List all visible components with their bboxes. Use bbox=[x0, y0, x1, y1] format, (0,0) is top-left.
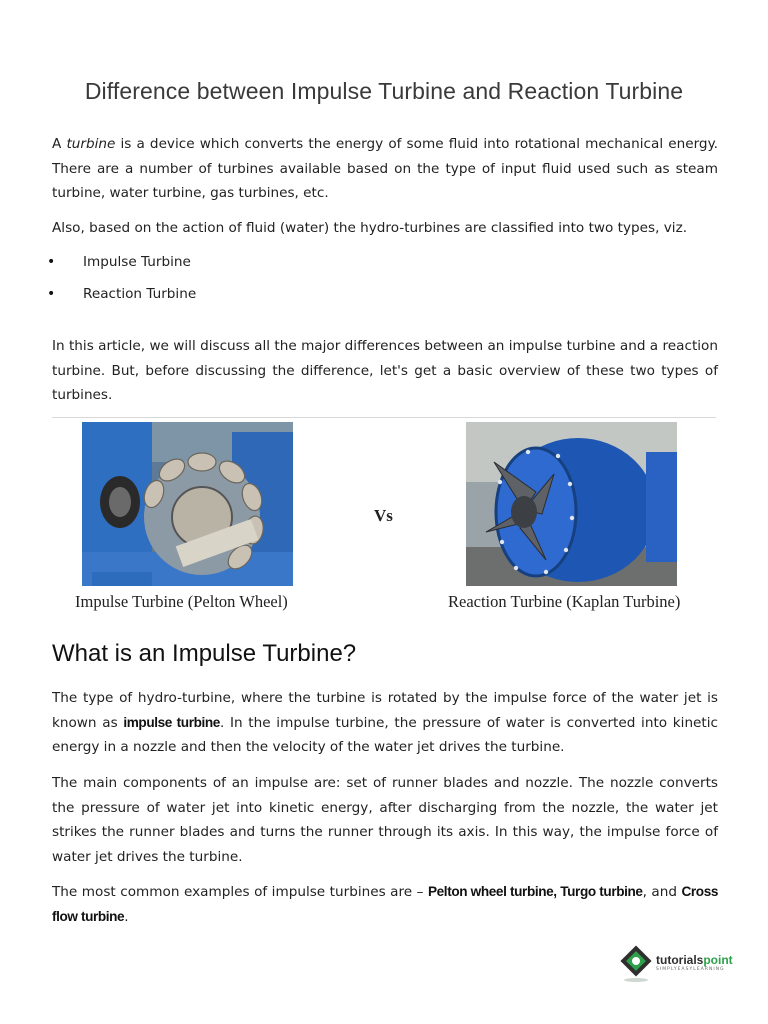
logo-tagline: SIMPLYEASYLEARNING bbox=[656, 967, 725, 972]
right-caption: Reaction Turbine (Kaplan Turbine) bbox=[448, 592, 681, 611]
list-item: • Reaction Turbine bbox=[52, 282, 196, 314]
pelton-wheel-image bbox=[82, 422, 293, 586]
intro-paragraph-2: Also, based on the action of fluid (water) the hydro-turbines are classified into two types, viz. bbox=[52, 220, 688, 236]
turbine-types-list bbox=[52, 250, 196, 314]
intro-paragraph-3: In this article, we will discuss all the major differences between an impulse turbine and a reaction turbine. But, before discussing the difference, let's get a basic overview of these two types of turbines. bbox=[52, 338, 718, 403]
examples-and: , and bbox=[642, 884, 682, 900]
kaplan-turbine-illustration bbox=[466, 422, 677, 586]
section-paragraph-2: The main components of an impulse are: set of runner blades and nozzle. The nozzle converts the pressure of water jet into kinetic energy, after discharging from the nozzle, the water jet strikes the runner blades and turns the runner through its axis. In this way, the impulse force of water jet drives the turbine. bbox=[52, 775, 718, 865]
page-title: Difference between Impulse Turbine and Reaction Turbine bbox=[84, 78, 684, 104]
logo-brand-a: tutorials bbox=[656, 953, 704, 967]
examples-intro: The most common examples of impulse turbines are – bbox=[52, 884, 428, 900]
example-cross-flow: Cross flow turbine bbox=[52, 884, 719, 924]
divider bbox=[52, 417, 716, 418]
section-text-b: . In the impulse turbine, the pressure of water is converted into kinetic energy in a nozzle and then the velocity of the water jet drives the turbine. bbox=[52, 714, 719, 755]
intro-text-a: A bbox=[52, 136, 67, 152]
intro-paragraph-1 bbox=[52, 132, 718, 206]
section-text-a: The type of hydro-turbine, where the turbine is rotated by the impulse force of the water jet is known as bbox=[52, 690, 718, 731]
section-heading: What is an Impulse Turbine? bbox=[52, 640, 357, 667]
logo-wordmark bbox=[656, 953, 733, 967]
example-pelton: Pelton wheel turbine bbox=[427, 884, 554, 899]
section-paragraph-1 bbox=[52, 686, 718, 760]
turbine-term: turbine bbox=[66, 136, 116, 152]
intro-text-b: is a device which converts the energy of some fluid into rotational mechanical energy. There are a number of turbines available based on the type of input fluid used such as steam turbine, water turbine, gas turbines, etc. bbox=[52, 136, 718, 201]
tutorialspoint-logo-icon bbox=[620, 944, 654, 984]
example-separator: , bbox=[553, 884, 561, 899]
impulse-turbine-term: impulse turbine bbox=[123, 714, 220, 730]
kaplan-turbine-image bbox=[466, 422, 677, 586]
example-turgo: Turgo turbine bbox=[560, 884, 643, 899]
logo-brand-b: point bbox=[703, 953, 733, 967]
examples-end: . bbox=[124, 908, 129, 925]
list-item: • Impulse Turbine bbox=[52, 250, 196, 282]
left-caption: Impulse Turbine (Pelton Wheel) bbox=[75, 592, 288, 611]
vs-label: Vs bbox=[374, 506, 393, 525]
pelton-wheel-illustration bbox=[82, 422, 293, 586]
section-paragraph-3 bbox=[52, 880, 718, 929]
tutorialspoint-logo bbox=[620, 944, 740, 984]
